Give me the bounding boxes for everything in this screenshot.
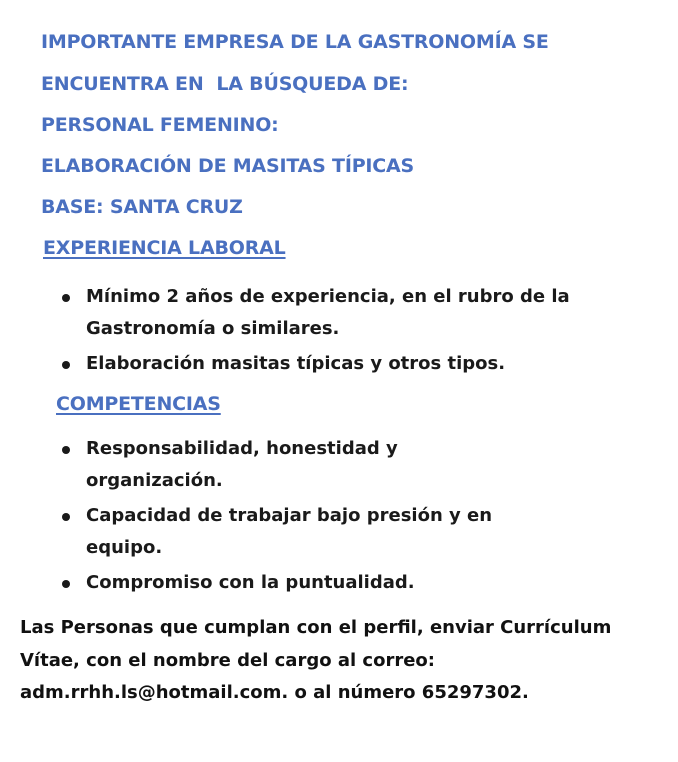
list-item: Responsabilidad, honestidad y organización. <box>60 433 446 497</box>
heading-line-1: IMPORTANTE EMPRESA DE LA GASTRONOMÍA SE <box>41 31 549 53</box>
list-item: Elaboración masitas típicas y otros tipos. <box>60 348 640 380</box>
list-item: Mínimo 2 años de experiencia, en el rubro de la Gastronomía o similares. <box>60 281 640 345</box>
heading-line-5: BASE: SANTA CRUZ <box>41 196 243 218</box>
competencias-list <box>60 433 580 602</box>
experiencia-list <box>60 281 640 383</box>
list-item: Compromiso con la puntualidad. <box>60 567 580 599</box>
experiencia-title: EXPERIENCIA LABORAL <box>43 237 286 259</box>
heading-line-4: ELABORACIÓN DE MASITAS TÍPICAS <box>41 155 415 177</box>
heading-line-2: ENCUENTRA EN LA BÚSQUEDA DE: <box>41 73 409 95</box>
heading-line-3: PERSONAL FEMENINO: <box>41 114 279 136</box>
contact-paragraph: Las Personas que cumplan con el perfil, enviar Currículum Vítae, con el nombre del cargo al correo: adm.rrhh.ls@hotmail.com. o al número 65297302. <box>20 617 612 703</box>
list-item: Capacidad de trabajar bajo presión y en equipo. <box>60 500 556 564</box>
competencias-title: COMPETENCIAS <box>56 393 221 415</box>
